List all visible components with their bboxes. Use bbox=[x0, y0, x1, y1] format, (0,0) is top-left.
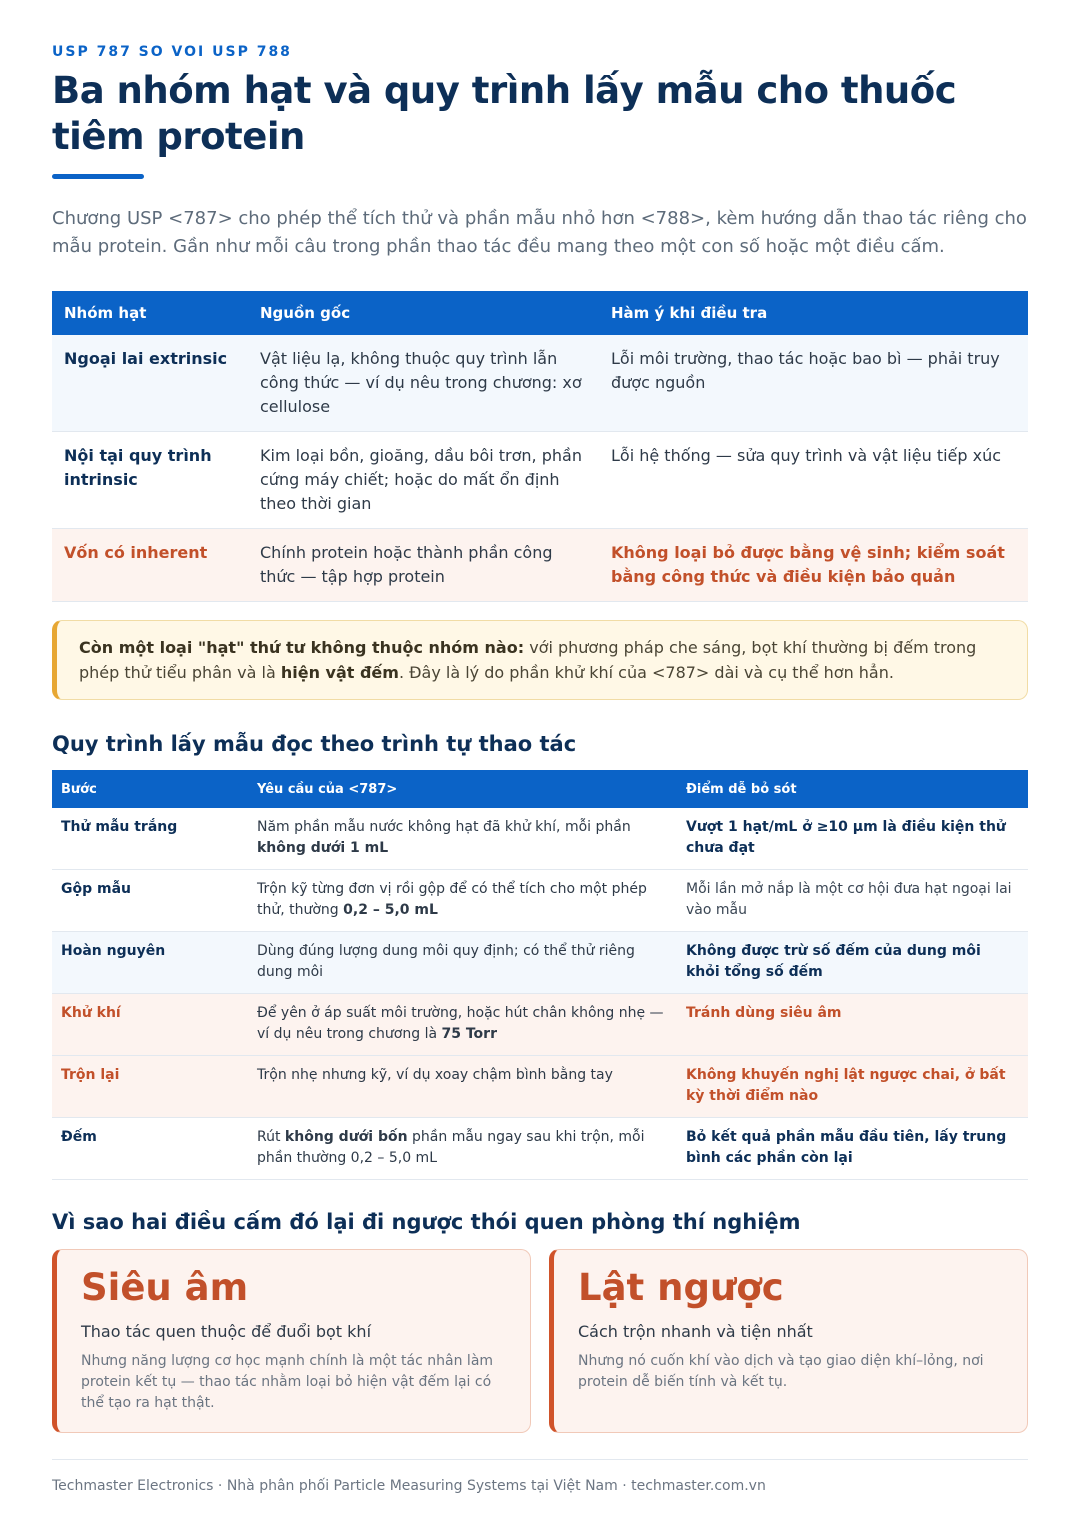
table-header-row bbox=[52, 770, 1028, 808]
group-implication: Lỗi môi trường, thao tác hoặc bao bì — phải truy được nguồn bbox=[599, 335, 1028, 432]
sampling-process-table bbox=[52, 770, 1028, 1180]
callout-text: . Đây là lý do phần khử khí của <787> dài và cụ thể hơn hẳn. bbox=[398, 663, 894, 682]
table-row bbox=[52, 870, 1028, 932]
group-origin: Chính protein hoặc thành phần công thức — tập hợp protein bbox=[248, 529, 599, 602]
title-underline bbox=[52, 174, 144, 179]
req-text: Để yên ở áp suất môi trường, hoặc hút chân không nhẹ — ví dụ nêu trong chương là bbox=[257, 1005, 664, 1042]
step-name: Hoàn nguyên bbox=[52, 932, 248, 994]
req-emphasis: không dưới bốn bbox=[284, 1129, 408, 1145]
step-name: Thử mẫu trắng bbox=[52, 808, 248, 870]
bubble-callout bbox=[52, 620, 1028, 700]
group-implication: Không loại bỏ được bằng vệ sinh; kiểm soát bằng công thức và điều kiện bảo quản bbox=[599, 529, 1028, 602]
group-name: Ngoại lai extrinsic bbox=[52, 335, 248, 432]
req-emphasis: 75 Torr bbox=[441, 1026, 497, 1042]
group-name: Vốn có inherent bbox=[52, 529, 248, 602]
column-header: Điểm dễ bỏ sót bbox=[677, 770, 1028, 808]
group-implication: Lỗi hệ thống — sửa quy trình và vật liệu tiếp xúc bbox=[599, 432, 1028, 529]
step-requirement bbox=[248, 932, 677, 994]
page bbox=[52, 44, 1028, 1494]
step-note: Không được trừ số đếm của dung môi khỏi tổng số đếm bbox=[677, 932, 1028, 994]
footer: Techmaster Electronics · Nhà phân phối Particle Measuring Systems tại Việt Nam · techmaster.com.vn bbox=[52, 1478, 766, 1494]
step-name: Đếm bbox=[52, 1118, 248, 1180]
step-note: Mỗi lần mở nắp là một cơ hội đưa hạt ngoại lai vào mẫu bbox=[677, 870, 1028, 932]
callout-emphasis: hiện vật đếm bbox=[280, 663, 399, 682]
column-header: Nguồn gốc bbox=[248, 291, 599, 335]
step-name: Khử khí bbox=[52, 994, 248, 1056]
step-requirement bbox=[248, 808, 677, 870]
step-note: Bỏ kết quả phần mẫu đầu tiên, lấy trung bình các phần còn lại bbox=[677, 1118, 1028, 1180]
req-emphasis: 0,2 – 5,0 mL bbox=[343, 902, 438, 918]
page-title: Ba nhóm hạt và quy trình lấy mẫu cho thuốc tiêm protein bbox=[52, 69, 957, 158]
section-heading: Quy trình lấy mẫu đọc theo trình tự thao tác bbox=[52, 732, 577, 756]
req-text: Trộn nhẹ nhưng kỹ, ví dụ xoay chậm bình bằng tay bbox=[257, 1067, 613, 1083]
table-row bbox=[52, 932, 1028, 994]
card-title: Siêu âm bbox=[81, 1266, 249, 1309]
group-origin: Kim loại bồn, gioăng, dầu bôi trơn, phần cứng máy chiết; hoặc do mất ổn định theo thời gian bbox=[248, 432, 599, 529]
req-text: Năm phần mẫu nước không hạt đã khử khí, mỗi phần bbox=[257, 819, 631, 835]
card-title: Lật ngược bbox=[578, 1266, 784, 1309]
card-sonication bbox=[52, 1249, 531, 1433]
card-body: Nhưng năng lượng cơ học mạnh chính là một tác nhân làm protein kết tụ — thao tác nhằm loại bỏ hiện vật đếm lại có thể tạo ra hạt thật. bbox=[81, 1353, 494, 1411]
step-requirement bbox=[248, 1118, 677, 1180]
table-header-row bbox=[52, 291, 1028, 335]
footer-divider bbox=[52, 1459, 1028, 1460]
step-requirement bbox=[248, 1056, 677, 1118]
column-header: Nhóm hạt bbox=[52, 291, 248, 335]
table-row bbox=[52, 1118, 1028, 1180]
kicker: USP 787 SO VOI USP 788 bbox=[52, 44, 292, 60]
table-row bbox=[52, 808, 1028, 870]
step-name: Trộn lại bbox=[52, 1056, 248, 1118]
req-text: Dùng đúng lượng dung môi quy định; có thể thử riêng dung môi bbox=[257, 943, 635, 980]
card-subtitle: Thao tác quen thuộc để đuổi bọt khí bbox=[81, 1322, 372, 1341]
table-row bbox=[52, 432, 1028, 529]
group-name: Nội tại quy trình intrinsic bbox=[52, 432, 248, 529]
column-header: Hàm ý khi điều tra bbox=[599, 291, 1028, 335]
callout-lead: Còn một loại "hạt" thứ tư không thuộc nhóm nào: bbox=[79, 638, 525, 657]
step-note: Tránh dùng siêu âm bbox=[677, 994, 1028, 1056]
particle-groups-table bbox=[52, 291, 1028, 602]
table-row bbox=[52, 994, 1028, 1056]
step-name: Gộp mẫu bbox=[52, 870, 248, 932]
table-row bbox=[52, 1056, 1028, 1118]
step-requirement bbox=[248, 870, 677, 932]
table-row bbox=[52, 529, 1028, 602]
column-header: Yêu cầu của <787> bbox=[248, 770, 677, 808]
callout-text: với phương pháp che sáng, bọt khí thường bị đếm trong phép thử tiểu phân và là bbox=[79, 638, 977, 682]
req-text: phần mẫu ngay sau khi trộn, mỗi phần thường 0,2 – 5,0 mL bbox=[257, 1129, 645, 1166]
prohibition-cards bbox=[52, 1249, 1028, 1433]
group-origin: Vật liệu lạ, không thuộc quy trình lẫn công thức — ví dụ nêu trong chương: xơ cellulose bbox=[248, 335, 599, 432]
card-subtitle: Cách trộn nhanh và tiện nhất bbox=[578, 1322, 813, 1341]
column-header: Bước bbox=[52, 770, 248, 808]
req-emphasis: không dưới 1 mL bbox=[257, 840, 389, 856]
req-text: Trộn kỹ từng đơn vị rồi gộp để có thể tích cho một phép thử, thường bbox=[257, 881, 647, 918]
step-note: Vượt 1 hạt/mL ở ≥10 µm là điều kiện thử chưa đạt bbox=[677, 808, 1028, 870]
table-row bbox=[52, 335, 1028, 432]
card-inversion bbox=[549, 1249, 1028, 1433]
step-requirement bbox=[248, 994, 677, 1056]
intro-paragraph: Chương USP <787> cho phép thể tích thử và phần mẫu nhỏ hơn <788>, kèm hướng dẫn thao tác riêng cho mẫu protein. Gần như mỗi câu trong phần thao tác đều mang theo một con số hoặc một điều cấm. bbox=[52, 208, 1027, 257]
card-body: Nhưng nó cuốn khí vào dịch và tạo giao diện khí–lỏng, nơi protein dễ biến tính và kết tụ. bbox=[578, 1353, 984, 1390]
step-note: Không khuyến nghị lật ngược chai, ở bất kỳ thời điểm nào bbox=[677, 1056, 1028, 1118]
req-text: Rút bbox=[257, 1129, 285, 1145]
section-heading: Vì sao hai điều cấm đó lại đi ngược thói quen phòng thí nghiệm bbox=[52, 1210, 801, 1234]
